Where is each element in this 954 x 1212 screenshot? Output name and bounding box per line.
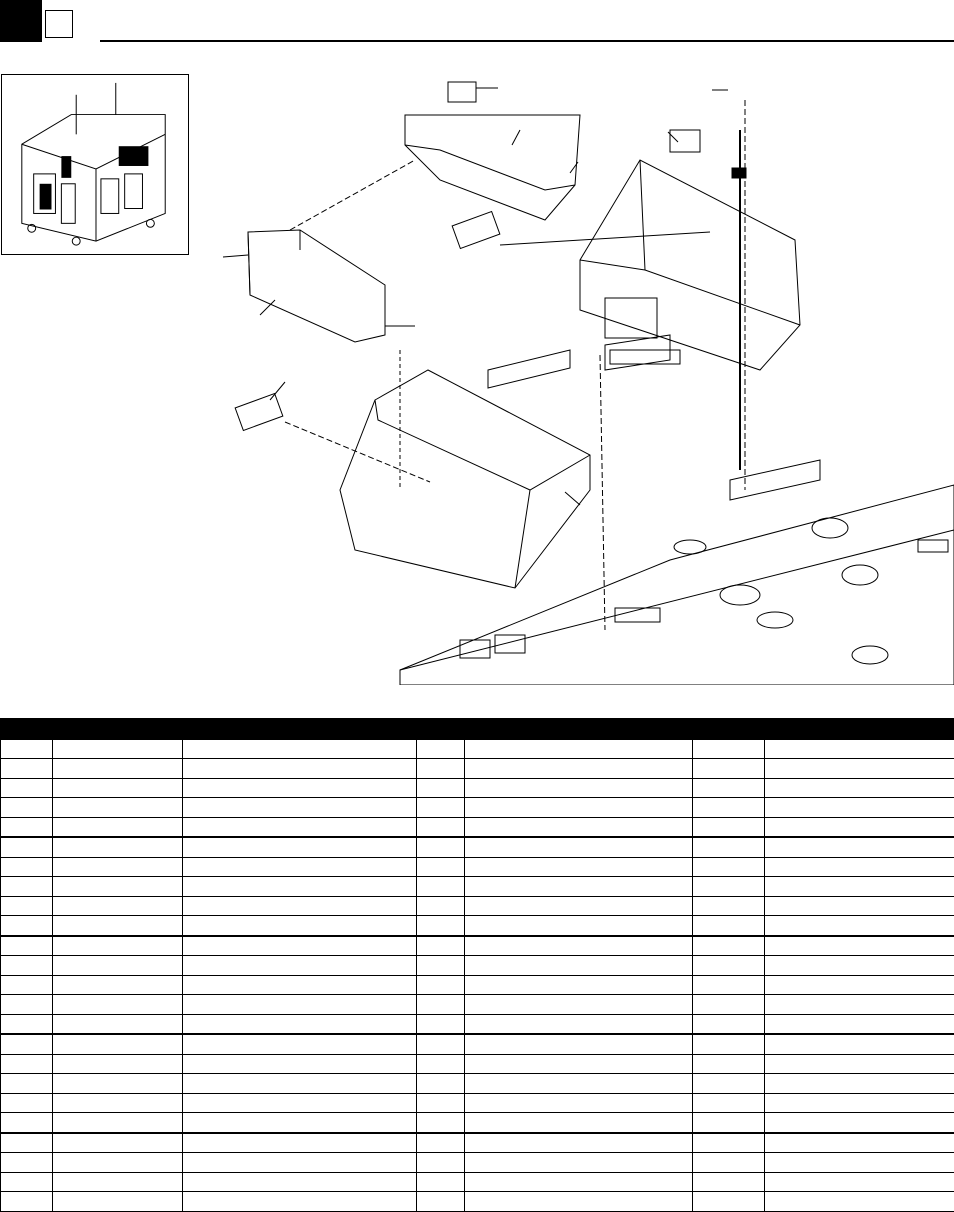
table-cell (693, 956, 765, 975)
table-cell (693, 1113, 765, 1133)
table-cell (765, 936, 954, 956)
frame-label (452, 212, 500, 249)
table-cell (693, 1034, 765, 1054)
hopper-label (235, 394, 283, 431)
table-cell (1, 1192, 53, 1212)
table-cell (693, 1133, 765, 1153)
table-cell (765, 759, 954, 778)
table-cell (53, 1054, 183, 1073)
table-cell (417, 916, 465, 936)
table-cell (417, 1074, 465, 1093)
table-cell (183, 1054, 417, 1073)
machine-overview-drawing (2, 75, 188, 254)
table-cell (53, 759, 183, 778)
table-cell (693, 877, 765, 896)
table-cell (693, 1192, 765, 1212)
table-cell (1, 759, 53, 778)
table-cell (765, 975, 954, 994)
header-remarks (765, 719, 954, 740)
table-cell (53, 896, 183, 915)
table-row (1, 956, 954, 975)
table-cell (417, 1034, 465, 1054)
table-cell (183, 817, 417, 837)
table-cell (53, 778, 183, 797)
table-cell (765, 896, 954, 915)
table-cell (765, 1014, 954, 1034)
table-cell (53, 740, 183, 759)
table-cell (693, 857, 765, 876)
section-letter-box (45, 10, 73, 38)
table-row (1, 1153, 954, 1172)
table-cell (417, 1153, 465, 1172)
table-row (1, 1014, 954, 1034)
table-cell (765, 1133, 954, 1153)
table-cell (693, 1093, 765, 1112)
table-cell (53, 1034, 183, 1054)
table-cell (1, 1093, 53, 1112)
table-cell (183, 1133, 417, 1153)
table-cell (1, 1034, 53, 1054)
table-cell (53, 1074, 183, 1093)
table-cell (693, 1172, 765, 1191)
table-cell (465, 798, 693, 817)
table-cell (765, 995, 954, 1014)
left-bracket-part (488, 350, 570, 388)
table-cell (53, 1133, 183, 1153)
table-cell (53, 817, 183, 837)
table-cell (417, 798, 465, 817)
table-cell (765, 798, 954, 817)
table-row (1, 877, 954, 896)
table-cell (417, 740, 465, 759)
table-row (1, 916, 954, 936)
table-cell (417, 896, 465, 915)
table-cell (1, 1014, 53, 1034)
table-row (1, 857, 954, 876)
machine-overview-thumbnail (1, 74, 189, 255)
table-cell (693, 1153, 765, 1172)
table-cell (465, 1093, 693, 1112)
table-cell (693, 1074, 765, 1093)
table-row (1, 975, 954, 994)
table-cell (765, 1153, 954, 1172)
table-cell (183, 1093, 417, 1112)
table-row (1, 740, 954, 759)
table-cell (465, 1192, 693, 1212)
parts-list-table (0, 718, 954, 1212)
table-cell (765, 1172, 954, 1191)
table-cell (53, 995, 183, 1014)
table-cell (417, 778, 465, 797)
table-cell (693, 1054, 765, 1073)
table-cell (183, 995, 417, 1014)
header-notes (465, 719, 693, 740)
table-cell (1, 1172, 53, 1191)
table-row (1, 1074, 954, 1093)
table-cell (465, 778, 693, 797)
table-cell (183, 956, 417, 975)
table-cell (1, 956, 53, 975)
table-cell (53, 798, 183, 817)
table-cell (53, 1014, 183, 1034)
table-cell (417, 1093, 465, 1112)
table-cell (1, 916, 53, 936)
section-marker-block (0, 0, 42, 42)
table-cell (465, 1113, 693, 1133)
table-cell (183, 1113, 417, 1133)
table-cell (1, 778, 53, 797)
table-row (1, 1133, 954, 1153)
table-cell (417, 759, 465, 778)
table-cell (183, 1153, 417, 1172)
table-row (1, 995, 954, 1014)
table-cell (53, 975, 183, 994)
table-cell (1, 857, 53, 876)
hopper-part (340, 370, 590, 588)
table-cell (53, 1172, 183, 1191)
table-cell (53, 1153, 183, 1172)
table-cell (693, 740, 765, 759)
table-cell (183, 837, 417, 857)
table-cell (465, 1133, 693, 1153)
table-cell (693, 896, 765, 915)
table-cell (417, 956, 465, 975)
table-cell (53, 837, 183, 857)
table-cell (765, 1113, 954, 1133)
table-cell (183, 975, 417, 994)
table-cell (465, 759, 693, 778)
table-cell (465, 995, 693, 1014)
table-cell (465, 857, 693, 876)
table-cell (693, 837, 765, 857)
table-cell (465, 837, 693, 857)
table-cell (465, 877, 693, 896)
table-cell (765, 1034, 954, 1054)
parts-table-header-row (1, 719, 954, 740)
table-cell (465, 896, 693, 915)
table-cell (417, 1133, 465, 1153)
table-cell (693, 936, 765, 956)
table-cell (417, 936, 465, 956)
table-cell (183, 1172, 417, 1191)
table-cell (417, 817, 465, 837)
table-cell (1, 740, 53, 759)
table-cell (765, 877, 954, 896)
table-cell (765, 916, 954, 936)
table-cell (765, 857, 954, 876)
table-cell (765, 1093, 954, 1112)
table-cell (765, 817, 954, 837)
table-cell (53, 1093, 183, 1112)
table-row (1, 1093, 954, 1112)
table-cell (765, 740, 954, 759)
table-cell (1, 1153, 53, 1172)
table-row (1, 798, 954, 817)
table-cell (465, 956, 693, 975)
table-cell (1, 1054, 53, 1073)
header-qty (417, 719, 465, 740)
table-row (1, 936, 954, 956)
table-cell (417, 1054, 465, 1073)
header-ref-no (1, 719, 53, 740)
label-plate (448, 82, 476, 102)
left-enclosure-part (248, 230, 385, 342)
table-cell (183, 1014, 417, 1034)
table-cell (183, 740, 417, 759)
table-cell (183, 798, 417, 817)
table-cell (417, 857, 465, 876)
table-cell (765, 956, 954, 975)
table-cell (1, 975, 53, 994)
table-cell (1, 936, 53, 956)
table-cell (465, 1034, 693, 1054)
table-row (1, 817, 954, 837)
right-bracket-part (730, 460, 820, 500)
table-cell (465, 1054, 693, 1073)
table-cell (53, 857, 183, 876)
header-code (693, 719, 765, 740)
table-cell (693, 778, 765, 797)
header-part-no (53, 719, 183, 740)
table-cell (1, 798, 53, 817)
table-cell (1, 837, 53, 857)
table-cell (183, 1074, 417, 1093)
table-cell (183, 877, 417, 896)
table-cell (183, 896, 417, 915)
table-cell (417, 1172, 465, 1191)
table-row (1, 1192, 954, 1212)
table-cell (183, 778, 417, 797)
table-cell (1, 877, 53, 896)
table-cell (1, 1074, 53, 1093)
header-rule (100, 40, 954, 42)
base-plate-part (400, 485, 954, 685)
table-row (1, 896, 954, 915)
exploded-parts-diagram (200, 70, 954, 685)
table-row (1, 778, 954, 797)
table-cell (53, 1192, 183, 1212)
table-cell (417, 1014, 465, 1034)
table-cell (1, 995, 53, 1014)
table-cell (53, 956, 183, 975)
table-cell (693, 975, 765, 994)
table-cell (417, 995, 465, 1014)
table-cell (417, 1192, 465, 1212)
table-cell (183, 1192, 417, 1212)
table-cell (693, 916, 765, 936)
table-cell (183, 916, 417, 936)
table-cell (693, 759, 765, 778)
table-cell (465, 916, 693, 936)
table-cell (465, 817, 693, 837)
table-cell (465, 1074, 693, 1093)
table-cell (417, 877, 465, 896)
table-cell (53, 936, 183, 956)
table-cell (53, 916, 183, 936)
table-cell (465, 975, 693, 994)
table-cell (183, 759, 417, 778)
table-cell (53, 877, 183, 896)
table-cell (693, 1014, 765, 1034)
table-cell (465, 740, 693, 759)
table-cell (465, 936, 693, 956)
table-row (1, 1054, 954, 1073)
exploded-view-drawing (200, 70, 954, 685)
table-cell (183, 936, 417, 956)
table-row (1, 759, 954, 778)
table-cell (465, 1014, 693, 1034)
drive-unit (605, 298, 657, 338)
table-cell (693, 798, 765, 817)
table-row (1, 1172, 954, 1191)
table-cell (765, 1074, 954, 1093)
table-cell (417, 837, 465, 857)
table-cell (693, 995, 765, 1014)
top-cover-part (405, 115, 580, 220)
table-cell (1, 1133, 53, 1153)
table-cell (417, 1113, 465, 1133)
table-cell (1, 896, 53, 915)
table-cell (765, 1192, 954, 1212)
table-cell (465, 1153, 693, 1172)
table-cell (183, 1034, 417, 1054)
table-cell (693, 817, 765, 837)
table-cell (765, 778, 954, 797)
table-row (1, 837, 954, 857)
table-cell (765, 837, 954, 857)
table-cell (1, 1113, 53, 1133)
table-cell (465, 1172, 693, 1191)
table-cell (1, 817, 53, 837)
table-row (1, 1113, 954, 1133)
header-description (183, 719, 417, 740)
table-cell (183, 857, 417, 876)
table-row (1, 1034, 954, 1054)
table-cell (53, 1113, 183, 1133)
table-cell (417, 975, 465, 994)
table-cell (765, 1054, 954, 1073)
